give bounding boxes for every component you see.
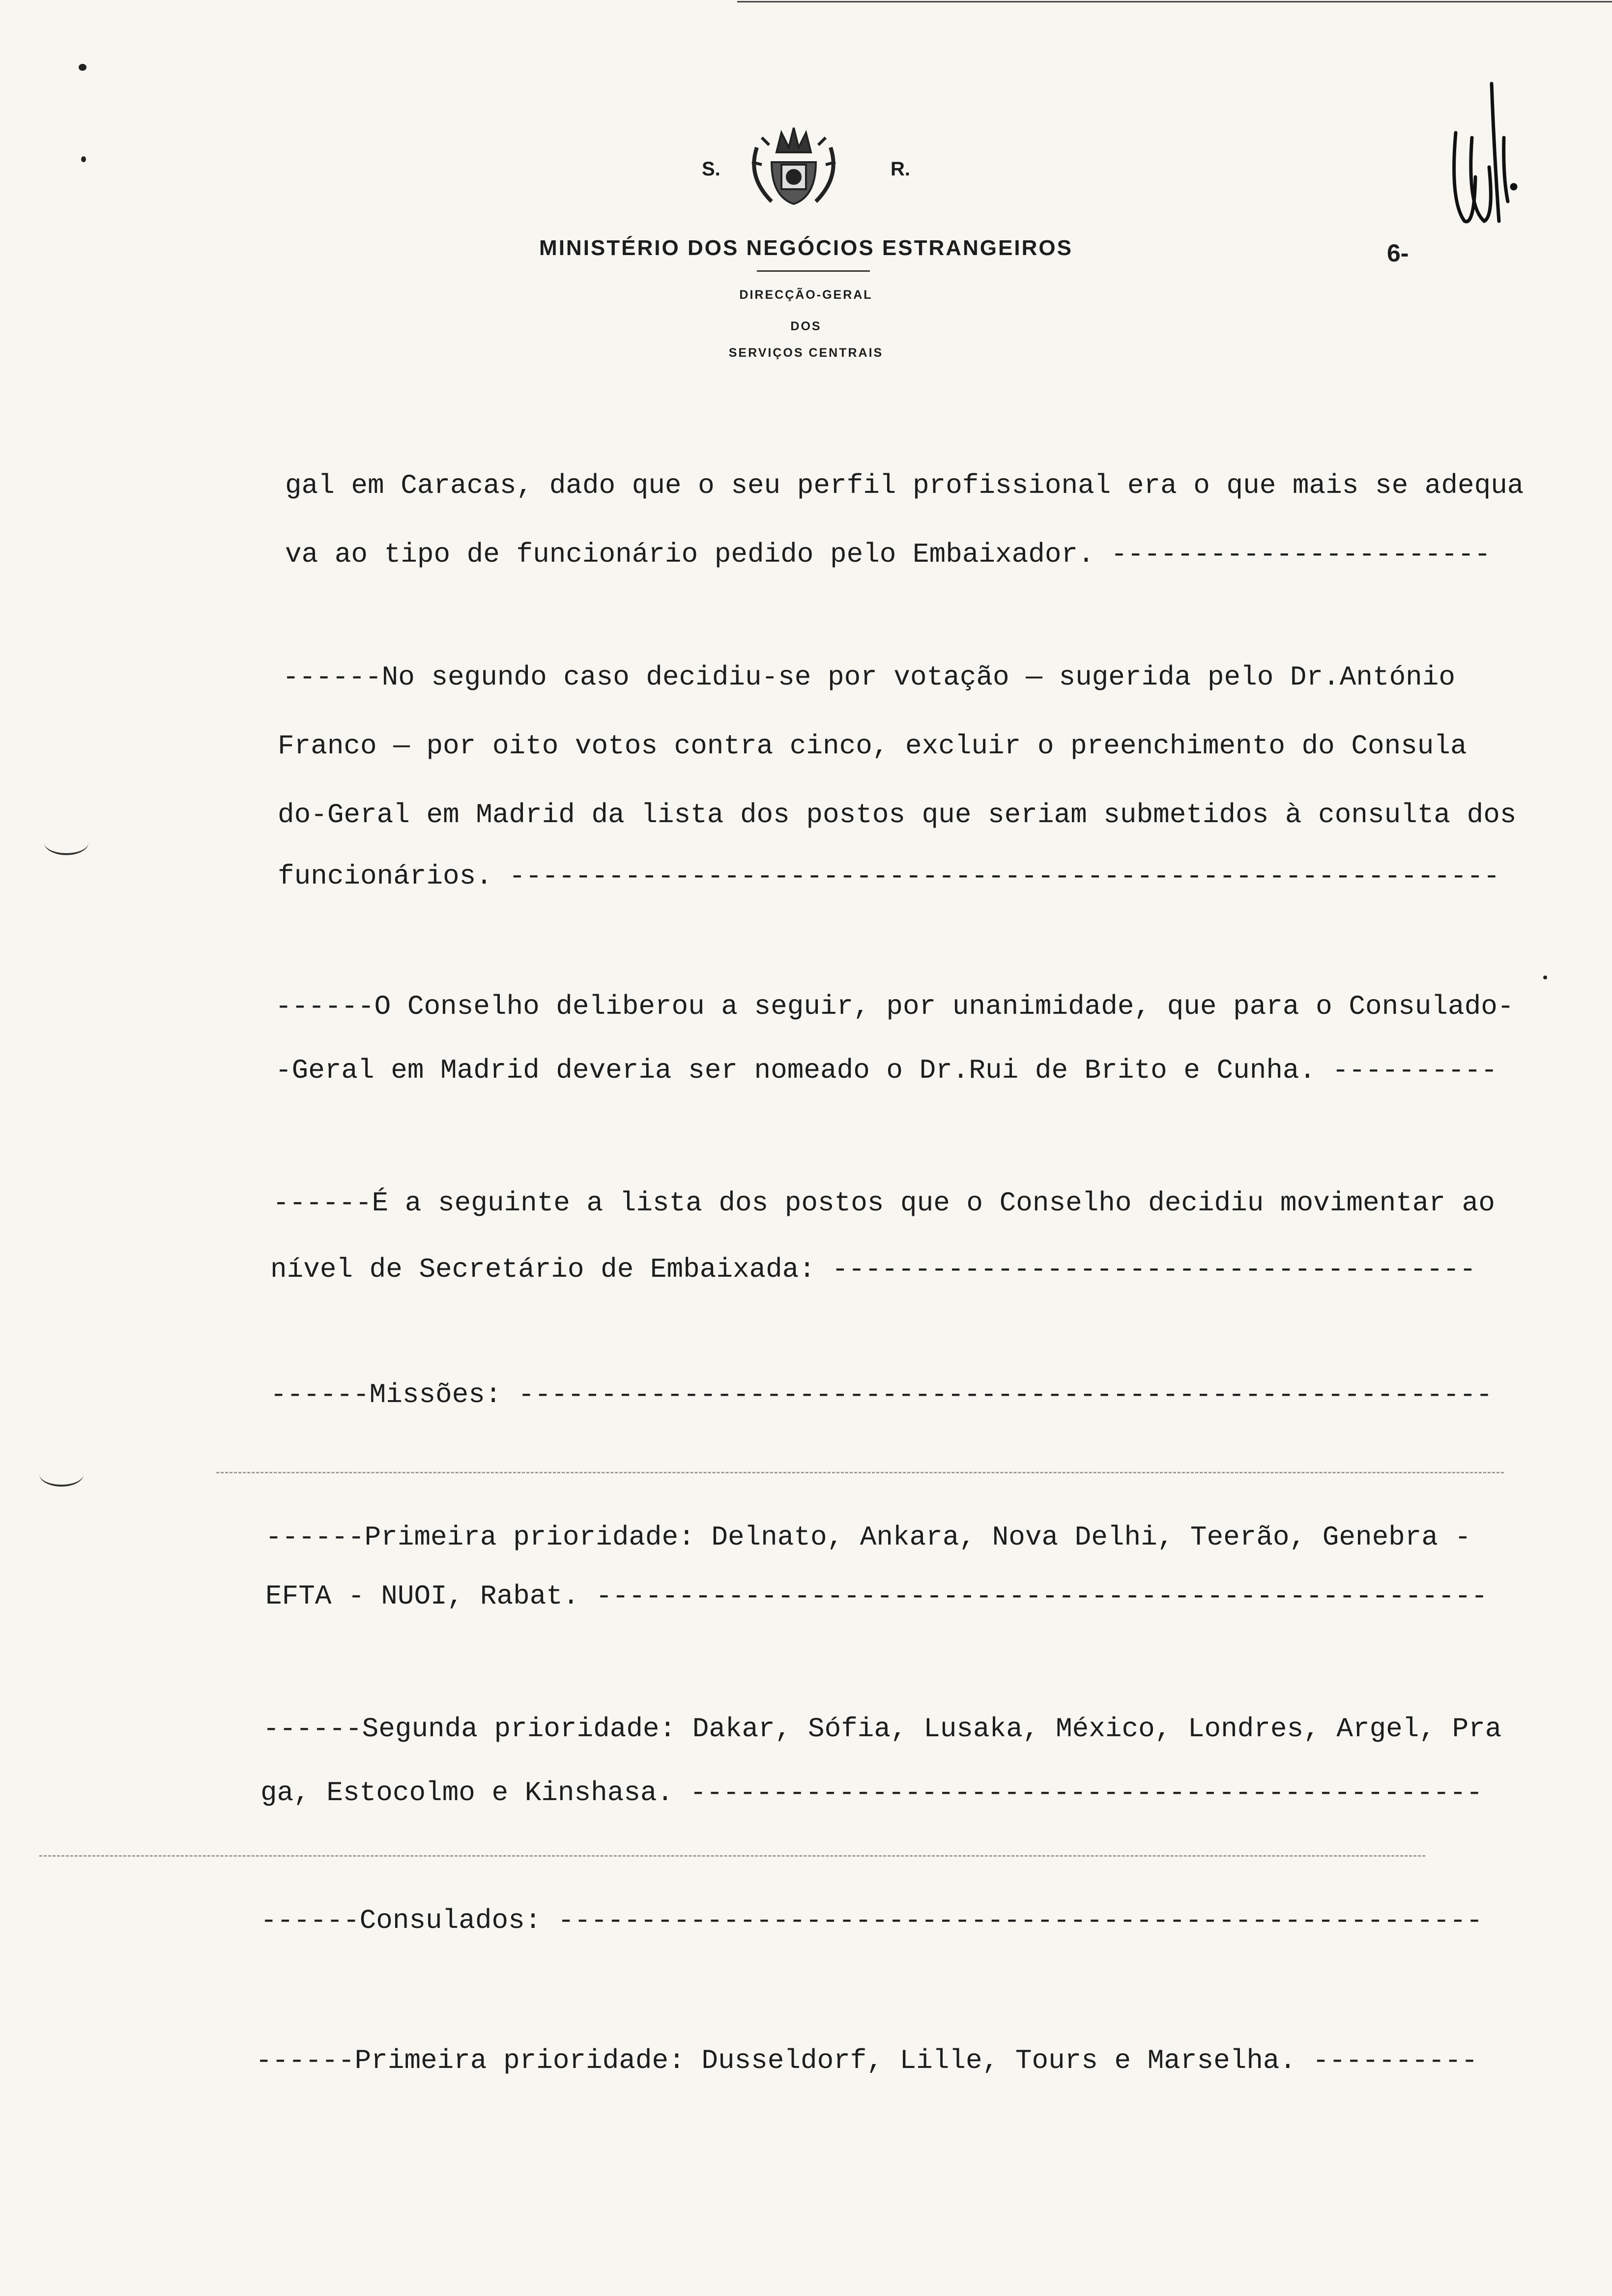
letterhead-left-letter: S. xyxy=(702,158,720,180)
body-line: ------O Conselho deliberou a seguir, por unanimidade, que para o Consulado- xyxy=(275,991,1514,1022)
handwritten-initials-icon xyxy=(1445,79,1519,226)
body-line: ------Primeira prioridade: Delnato, Ankara, Nova Delhi, Teerão, Genebra - xyxy=(265,1521,1471,1553)
body-line: Franco — por oito votos contra cinco, excluir o preenchimento do Consula xyxy=(278,730,1467,762)
body-line: -Geral em Madrid deveria ser nomeado o Dr.Rui de Brito e Cunha. ---------- xyxy=(275,1055,1497,1086)
top-edge-rule xyxy=(737,1,1612,2)
body-line: ------Consulados: -------------------------------------------------------- xyxy=(260,1905,1483,1936)
body-line: ------No segundo caso decidiu-se por votação — sugerida pelo Dr.António xyxy=(283,661,1455,693)
ink-speck xyxy=(81,156,86,162)
directorate-line-1: DIRECÇÃO-GERAL xyxy=(739,288,873,302)
body-line: EFTA - NUOI, Rabat. ------------------------------------------------------ xyxy=(265,1580,1488,1612)
body-line: gal em Caracas, dado que o seu perfil profissional era o que mais se adequa xyxy=(285,470,1524,501)
directorate-line-3: SERVIÇOS CENTRAIS xyxy=(728,346,884,360)
faint-scan-row xyxy=(39,1855,1425,1857)
body-line: ------Primeira prioridade: Dusseldorf, Lille, Tours e Marselha. ---------- xyxy=(256,2045,1478,2076)
letterhead-right-letter: R. xyxy=(891,158,910,180)
punch-hole-mark xyxy=(44,831,88,855)
body-line: funcionários. ------------------------------------------------------------ xyxy=(278,861,1500,892)
directorate-line-2: DOS xyxy=(790,319,822,333)
body-line: ------Missões: ----------------------------------------------------------- xyxy=(270,1379,1493,1410)
body-line: ga, Estocolmo e Kinshasa. ------------------------------------------------ xyxy=(260,1777,1483,1808)
ministry-title: MINISTÉRIO DOS NEGÓCIOS ESTRANGEIROS xyxy=(539,236,1073,260)
ministry-underline xyxy=(757,270,870,272)
punch-hole-mark xyxy=(39,1462,84,1487)
body-line: ------Segunda prioridade: Dakar, Sófia, Lusaka, México, Londres, Argel, Pra xyxy=(263,1713,1502,1745)
body-line: nível de Secretário de Embaixada: --------------------------------------- xyxy=(270,1254,1476,1285)
coat-of-arms-icon xyxy=(742,118,845,216)
body-line: ------É a seguinte a lista dos postos que o Conselho decidiu movimentar ao xyxy=(273,1187,1495,1219)
body-line: va ao tipo de funcionário pedido pelo Embaixador. ----------------------- xyxy=(285,539,1491,570)
faint-scan-row xyxy=(216,1472,1504,1473)
ink-speck xyxy=(79,64,86,71)
body-line: do-Geral em Madrid da lista dos postos que seriam submetidos à consulta dos xyxy=(278,799,1517,831)
page-number: 6- xyxy=(1387,239,1409,267)
ink-speck xyxy=(1543,976,1547,979)
